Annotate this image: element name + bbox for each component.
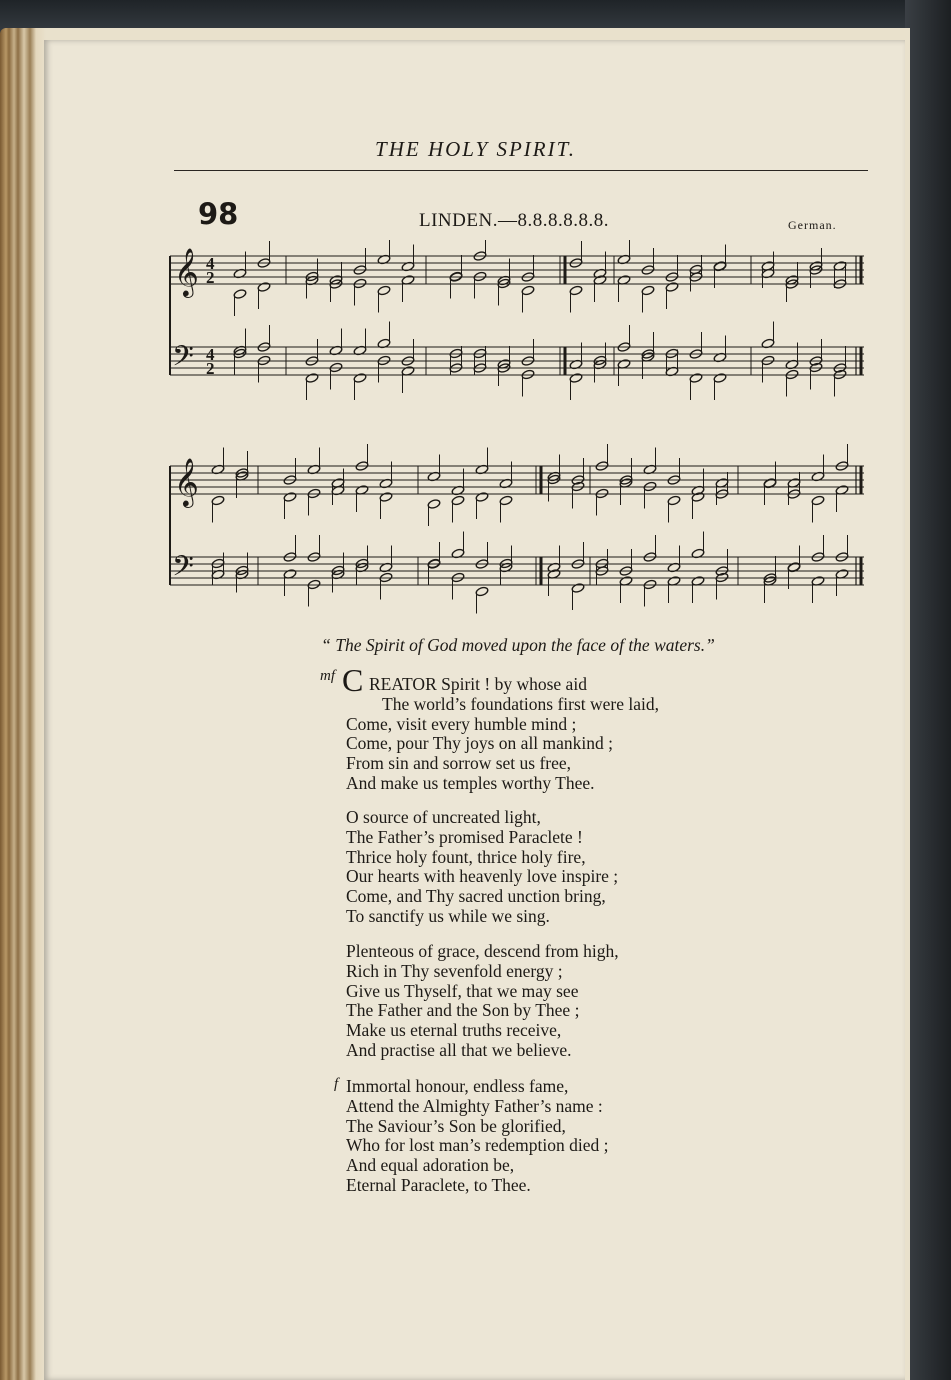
verse-line: And practise all that we believe. — [346, 1039, 572, 1060]
verse-line: To sanctify us while we sing. — [346, 905, 550, 926]
time-signature-top: 4 — [206, 345, 215, 364]
stanza-3 — [346, 942, 619, 1061]
verse-line: From sin and sorrow set us free, — [346, 753, 572, 774]
note-head — [641, 285, 655, 296]
note-head — [475, 492, 489, 503]
verse-line: Immortal honour, endless fame, — [346, 1076, 569, 1096]
note-head — [379, 492, 393, 503]
note-head — [475, 586, 489, 597]
note-head — [569, 373, 583, 384]
verse-line: Plenteous of grace, descend from high, — [346, 941, 619, 961]
note-head — [667, 495, 681, 506]
hymn-number: 98 — [198, 197, 239, 231]
verse-line: Thrice holy fount, thrice holy fire, — [346, 846, 586, 867]
note-head — [689, 373, 703, 384]
note-head — [305, 373, 319, 384]
verse-line: Come, visit every humble mind ; — [346, 713, 577, 734]
verse-line: O source of uncreated light, — [346, 807, 541, 827]
note-head — [521, 285, 535, 296]
verse-line: And make us temples worthy Thee. — [346, 772, 595, 793]
verse-line: The Father’s promised Paraclete ! — [346, 826, 583, 847]
tune-name: LINDEN.—8.8.8.8.8.8. — [419, 210, 609, 231]
verse-line: Our hearts with heavenly love inspire ; — [346, 866, 619, 887]
verse-line: Eternal Paraclete, to Thee. — [346, 1174, 531, 1195]
dynamic-mark: f — [334, 1076, 339, 1092]
time-signature-bottom: 2 — [206, 268, 215, 287]
stanza-1 — [346, 675, 659, 794]
note-head — [257, 282, 271, 293]
drop-cap: C — [342, 662, 364, 698]
verse-line: Attend the Almighty Father’s name : — [346, 1095, 603, 1116]
bass-clef-icon: 𝄢 — [172, 340, 194, 380]
epigraph: “ The Spirit of God moved upon the face of the waters.” — [321, 635, 715, 655]
time-signature-top: 4 — [206, 254, 215, 273]
verse-line: REATOR Spirit ! by whose aid — [369, 674, 587, 694]
note-head — [451, 495, 465, 506]
dynamic-mark: mf — [320, 668, 335, 684]
note-head — [569, 285, 583, 296]
note-head — [353, 373, 367, 384]
time-signature-bottom: 2 — [206, 359, 215, 378]
stanza-2 — [346, 808, 618, 927]
note-head — [283, 492, 297, 503]
note-head — [713, 373, 727, 384]
note-head — [377, 285, 391, 296]
verse-line: Give us Thyself, that we may see — [346, 980, 579, 1001]
head-rule — [174, 170, 868, 171]
verse-line: The Saviour’s Son be glorified, — [346, 1115, 566, 1136]
stanza-4 — [346, 1077, 608, 1196]
treble-clef-icon: 𝄞 — [174, 457, 199, 506]
tune-origin: German. — [788, 218, 837, 232]
book-cover-right — [905, 0, 951, 1380]
verse-line: Make us eternal truths receive, — [346, 1020, 562, 1041]
verse-line: Rich in Thy sevenfold energy ; — [346, 960, 563, 981]
running-head: THE HOLY SPIRIT. — [375, 137, 576, 161]
verse-line: The Father and the Son by Thee ; — [346, 1000, 580, 1021]
note-head — [499, 495, 513, 506]
verse-line: Come, and Thy sacred unction bring, — [346, 886, 606, 907]
note-head — [811, 495, 825, 506]
verse-line: Who for lost man’s redemption died ; — [346, 1135, 609, 1156]
verse-line: And equal adoration be, — [346, 1155, 515, 1176]
treble-clef-icon: 𝄞 — [174, 247, 199, 296]
note-head — [571, 583, 585, 594]
note-head — [427, 499, 441, 510]
note-head — [211, 495, 225, 506]
note-head — [233, 289, 247, 300]
verse-line: The world’s foundations first were laid, — [382, 693, 660, 714]
music-score — [168, 240, 870, 620]
bass-clef-icon: 𝄢 — [172, 550, 194, 590]
verse-line: Come, pour Thy joys on all mankind ; — [346, 733, 614, 754]
note-head — [665, 282, 679, 293]
